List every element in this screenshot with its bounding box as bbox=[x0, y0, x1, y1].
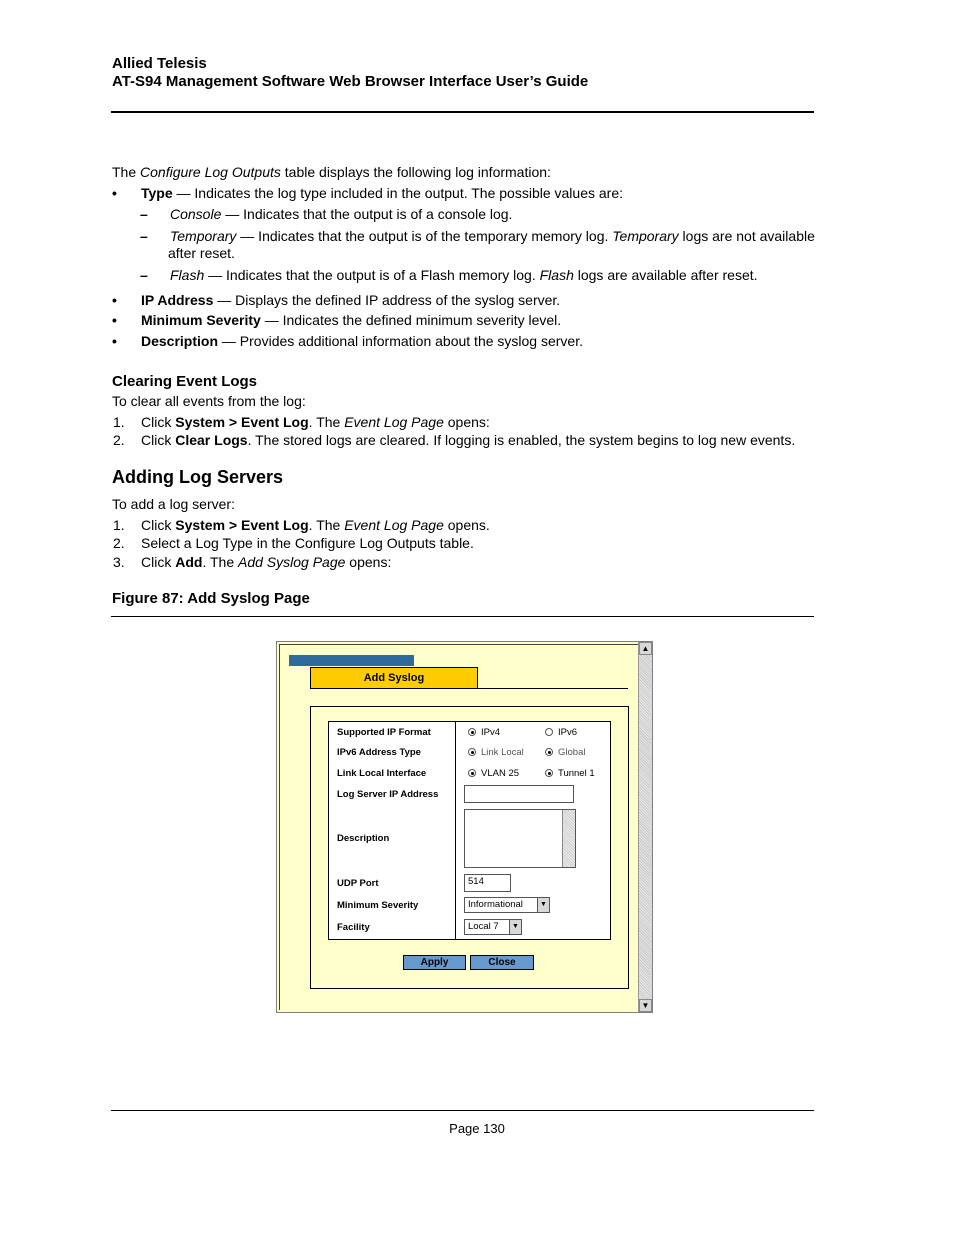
column-divider bbox=[455, 722, 456, 939]
label-log-server-ip: Log Server IP Address bbox=[337, 789, 439, 800]
heading-clearing-event-logs: Clearing Event Logs bbox=[112, 373, 258, 390]
radio-ipv6[interactable]: IPv6 bbox=[545, 727, 577, 738]
radio-selected-icon bbox=[468, 728, 476, 736]
page-scrollbar[interactable] bbox=[638, 642, 652, 1012]
label-udp-port: UDP Port bbox=[337, 878, 379, 889]
bullet-description: Description — Provides additional information about the syslog server. bbox=[141, 333, 583, 349]
header-rule bbox=[111, 111, 814, 113]
radio-vlan[interactable]: VLAN 25 bbox=[468, 768, 519, 779]
adding-step-1: Click System > Event Log. The Event Log Page opens. bbox=[141, 517, 490, 533]
guide-title: AT-S94 Management Software Web Browser Interface User’s Guide bbox=[112, 73, 589, 90]
page-number: Page 130 bbox=[449, 1121, 505, 1136]
label-supported-ip-format: Supported IP Format bbox=[337, 727, 431, 738]
chevron-down-icon[interactable]: ▼ bbox=[537, 898, 549, 912]
minimum-severity-select[interactable]: Informational ▼ bbox=[464, 897, 550, 913]
intro-paragraph: The Configure Log Outputs table displays the following log information: bbox=[112, 164, 551, 180]
radio-selected-icon bbox=[468, 769, 476, 777]
log-server-ip-input[interactable] bbox=[464, 785, 574, 803]
bullet-marker: • bbox=[112, 292, 117, 308]
bullet-min-severity: Minimum Severity — Indicates the defined minimum severity level. bbox=[141, 312, 562, 328]
bullet-type: Type — Indicates the log type included in the output. The possible values are: bbox=[141, 185, 623, 201]
radio-selected-icon bbox=[545, 769, 553, 777]
page-frame bbox=[279, 644, 638, 1010]
form-panel bbox=[310, 706, 629, 989]
adding-step-3: Click Add. The Add Syslog Page opens: bbox=[141, 554, 392, 570]
radio-link-local[interactable]: Link Local bbox=[468, 747, 524, 758]
value-temporary: Temporary — Indicates that the output is of the temporary memory log. Temporary logs are not available bbox=[170, 228, 815, 244]
add-syslog-screenshot bbox=[276, 641, 653, 1013]
apply-button[interactable]: Apply bbox=[403, 955, 466, 970]
udp-port-input[interactable]: 514 bbox=[464, 874, 511, 892]
bullet-marker: • bbox=[112, 312, 117, 328]
value-flash: Flash — Indicates that the output is of a Flash memory log. Flash logs are available after reset. bbox=[170, 267, 758, 283]
radio-ipv4[interactable]: IPv4 bbox=[468, 727, 500, 738]
figure-rule bbox=[111, 616, 814, 617]
tab-add-syslog[interactable]: Add Syslog bbox=[310, 667, 478, 689]
label-facility: Facility bbox=[337, 922, 370, 933]
textarea-scrollbar[interactable] bbox=[562, 810, 575, 867]
tab-bar bbox=[289, 655, 414, 666]
close-button[interactable]: Close bbox=[470, 955, 534, 970]
dash-marker: – bbox=[140, 267, 148, 283]
figure-caption: Figure 87: Add Syslog Page bbox=[112, 590, 310, 607]
radio-global[interactable]: Global bbox=[545, 747, 585, 758]
scroll-up-icon[interactable]: ▲ bbox=[639, 642, 652, 655]
radio-selected-icon bbox=[468, 748, 476, 756]
value-console: Console — Indicates that the output is of a console log. bbox=[170, 206, 513, 222]
form-table bbox=[328, 721, 611, 940]
value-temporary-cont: after reset. bbox=[168, 245, 235, 261]
clearing-step-2: Click Clear Logs. The stored logs are cleared. If logging is enabled, the system begins to log new events. bbox=[141, 432, 796, 448]
description-textarea[interactable] bbox=[464, 809, 576, 868]
label-minimum-severity: Minimum Severity bbox=[337, 900, 419, 911]
adding-intro: To add a log server: bbox=[112, 496, 235, 512]
clearing-step-1: Click System > Event Log. The Event Log Page opens: bbox=[141, 414, 490, 430]
footer-rule bbox=[111, 1110, 814, 1111]
scroll-down-icon[interactable]: ▼ bbox=[639, 999, 652, 1012]
label-description: Description bbox=[337, 833, 390, 844]
dash-marker: – bbox=[140, 206, 148, 222]
radio-selected-icon bbox=[545, 748, 553, 756]
adding-step-2: Select a Log Type in the Configure Log Outputs table. bbox=[141, 535, 474, 551]
facility-select[interactable]: Local 7 ▼ bbox=[464, 919, 522, 935]
step-number: 2. bbox=[113, 432, 125, 448]
heading-adding-log-servers: Adding Log Servers bbox=[112, 467, 284, 487]
bullet-ip-address: IP Address — Displays the defined IP address of the syslog server. bbox=[141, 292, 561, 308]
step-number: 1. bbox=[113, 414, 125, 430]
company-name: Allied Telesis bbox=[112, 55, 207, 72]
dash-marker: – bbox=[140, 228, 148, 244]
radio-tunnel[interactable]: Tunnel 1 bbox=[545, 768, 595, 779]
clearing-intro: To clear all events from the log: bbox=[112, 393, 306, 409]
bullet-marker: • bbox=[112, 185, 117, 201]
label-ipv6-address-type: IPv6 Address Type bbox=[337, 747, 421, 758]
step-number: 2. bbox=[113, 535, 125, 551]
radio-empty-icon bbox=[545, 728, 553, 736]
tab-underline bbox=[478, 688, 628, 689]
step-number: 3. bbox=[113, 554, 125, 570]
label-link-local-interface: Link Local Interface bbox=[337, 768, 427, 779]
chevron-down-icon[interactable]: ▼ bbox=[509, 920, 521, 934]
bullet-marker: • bbox=[112, 333, 117, 349]
step-number: 1. bbox=[113, 517, 125, 533]
